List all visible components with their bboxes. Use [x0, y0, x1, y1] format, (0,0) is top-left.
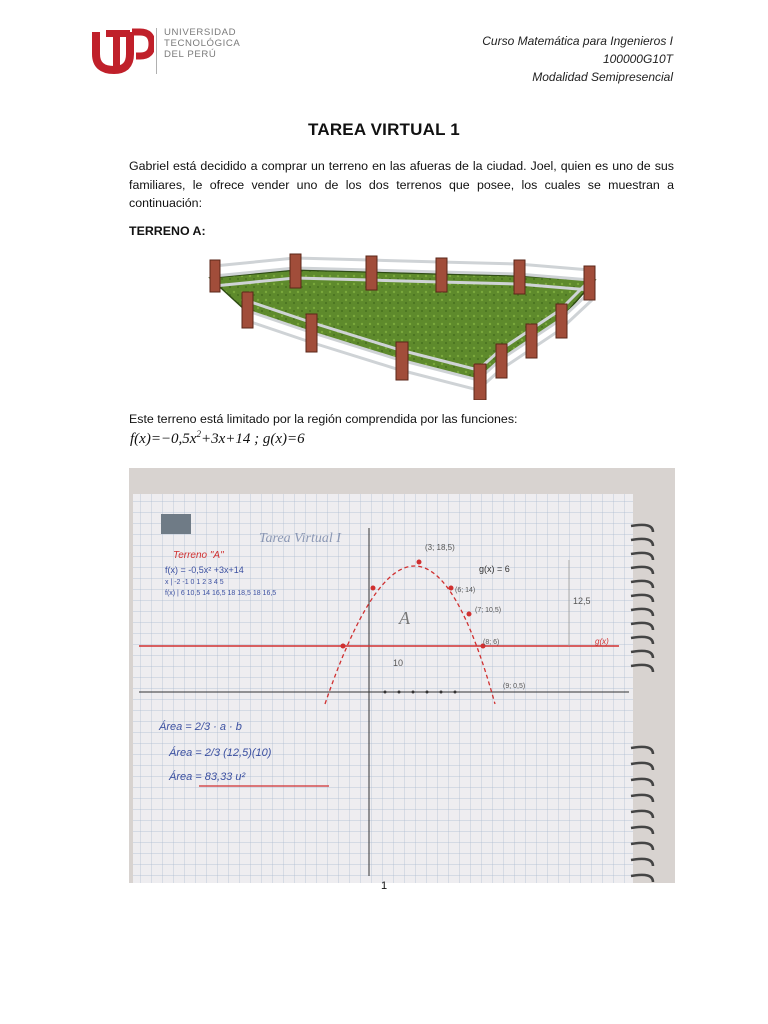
document-header [482, 32, 673, 86]
width-label: 10 [393, 658, 404, 668]
logo-line-3: DEL PERÚ [164, 49, 217, 60]
course-code: 100000G10T [602, 52, 673, 66]
formula-exponent: 2 [196, 429, 201, 439]
notebook-fx-row: f(x) | 6 10,5 14 16,5 18 18,5 18 16,5 [165, 590, 277, 597]
gx-line-label: g(x) [595, 637, 609, 646]
logo-line-2: TECNOLÓGICA [164, 38, 241, 49]
notebook-title: Tarea Virtual I [259, 531, 341, 546]
notebook-fx: f(x) = -0,5x² +3x+14 [165, 565, 244, 575]
logo-line-1: UNIVERSIDAD [164, 27, 237, 38]
point-label-3: (8; 6) [483, 639, 500, 646]
logo-text [164, 27, 240, 60]
point-label-4: (9; 0,5) [503, 683, 526, 690]
gx-label: g(x) = 6 [479, 564, 510, 574]
height-label: 12,5 [573, 596, 591, 606]
notebook-photo [129, 468, 675, 883]
notebook-section: Terreno "A" [173, 550, 224, 561]
logo-divider [156, 28, 157, 74]
formula-part-2: +3x+14 ; g(x)=6 [200, 431, 305, 447]
notebook-x-row: x | -2 -1 0 1 2 3 4 5 [165, 579, 224, 586]
course-modality: Modalidad Semipresencial [532, 70, 673, 84]
formula-part-1: f(x)=−0,5x [130, 431, 197, 447]
page-title: TAREA VIRTUAL 1 [308, 120, 460, 139]
intro-paragraph: Gabriel está decidido a comprar un terreno en las afueras de la ciudad. Joel, quien es uno de sus familiares, le ofrece vender uno de los dos terrenos que posee, los cuales se muestran a continuación: [129, 159, 674, 210]
utp-logo-icon [92, 24, 154, 76]
area-step-2: Área = 2/3 (12,5)(10) [169, 747, 272, 759]
region-label: A [399, 608, 410, 628]
fenced-field-illustration [200, 250, 610, 400]
area-step-1: Área = 2/3 · a · b [159, 721, 242, 733]
vertex-label: (3; 18,5) [425, 543, 455, 552]
region-description: Este terreno está limitado por la región comprendida por las funciones: [129, 412, 518, 426]
point-label-1: (6; 14) [455, 587, 476, 594]
university-logo [92, 24, 262, 82]
terreno-a-label: TERRENO A: [129, 224, 206, 238]
function-formula [130, 429, 305, 448]
area-step-3: Área = 83,33 u² [169, 771, 246, 783]
point-label-2: (7; 10,5) [475, 607, 502, 614]
course-name: Curso Matemática para Ingenieros I [482, 34, 673, 48]
page-number: 1 [380, 880, 388, 892]
